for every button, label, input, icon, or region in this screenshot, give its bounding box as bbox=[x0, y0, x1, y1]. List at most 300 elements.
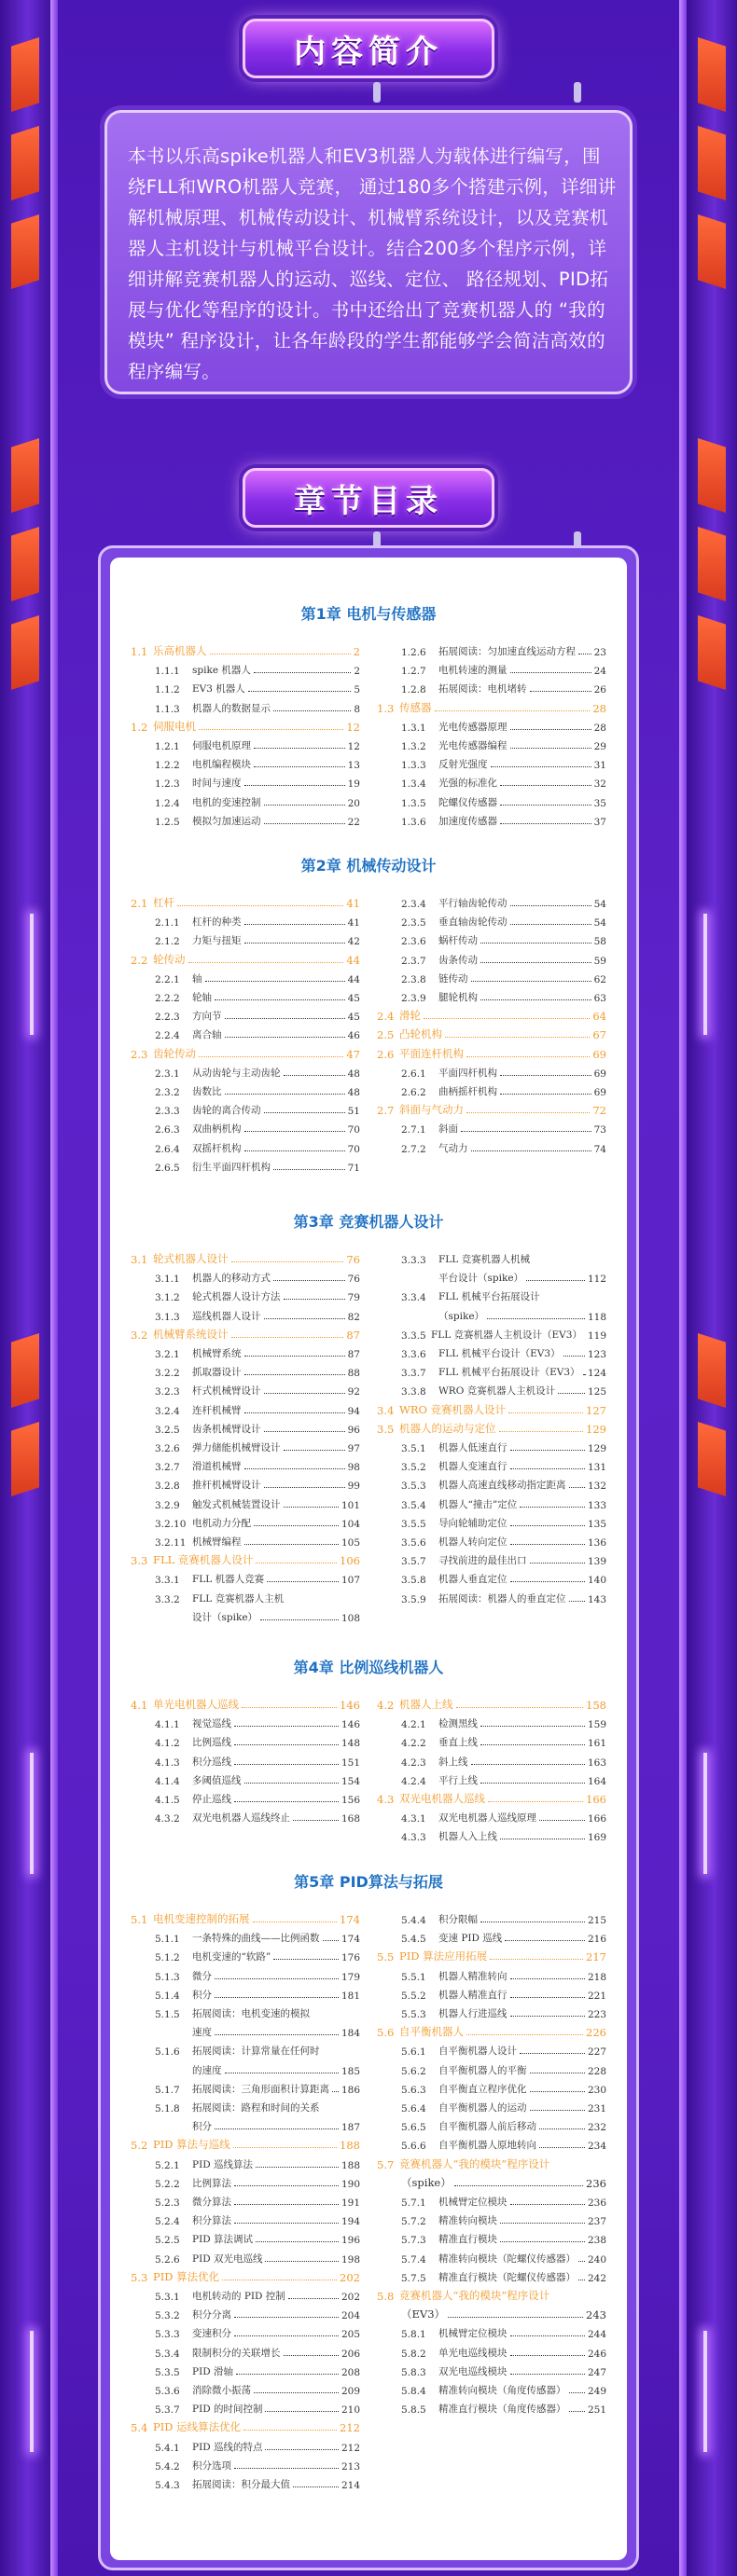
toc-entry[interactable] bbox=[131, 2266, 360, 2284]
toc-entry[interactable] bbox=[377, 1530, 606, 1549]
entry-title: WRO 竞赛机器人主机设计 bbox=[438, 1385, 556, 1398]
dot-leader bbox=[500, 823, 591, 824]
entry-page: 196 bbox=[341, 2235, 360, 2247]
toc-entry[interactable] bbox=[377, 2077, 606, 2096]
toc-entry[interactable] bbox=[377, 2341, 606, 2360]
entry-page: 148 bbox=[341, 1738, 360, 1750]
entry-title: 机器人“撞击”定位 bbox=[438, 1498, 518, 1510]
toc-entry[interactable] bbox=[131, 2190, 360, 2209]
entry-title: spike 机器人 bbox=[192, 665, 251, 677]
toc-entry[interactable] bbox=[377, 2209, 606, 2227]
toc-entry[interactable] bbox=[131, 1693, 360, 1712]
toc-entry[interactable] bbox=[131, 2020, 360, 2039]
entry-number: 2.3.9 bbox=[401, 993, 426, 1004]
entry-number: 3.2 bbox=[131, 1328, 148, 1342]
toc-entry[interactable] bbox=[131, 1136, 360, 1155]
toc-entry[interactable] bbox=[131, 1117, 360, 1136]
entry-title: 拓展阅读：机器人的垂直定位 bbox=[438, 1592, 566, 1605]
entry-page: 19 bbox=[347, 778, 360, 791]
toc-entry[interactable] bbox=[377, 696, 606, 715]
orange-stripe bbox=[698, 214, 726, 289]
toc-entry[interactable] bbox=[377, 2284, 606, 2303]
toc-entry[interactable] bbox=[131, 640, 360, 658]
toc-entry[interactable] bbox=[377, 1266, 606, 1285]
toc-entry[interactable] bbox=[377, 1825, 606, 1843]
dot-leader bbox=[332, 2091, 339, 2092]
entry-number: 3.3.8 bbox=[401, 1386, 426, 1398]
entry-page: 107 bbox=[341, 1575, 360, 1587]
toc-entry[interactable] bbox=[131, 2473, 360, 2491]
entry-page: 124 bbox=[587, 1368, 606, 1380]
toc-entry[interactable] bbox=[377, 2171, 606, 2190]
toc-entry[interactable] bbox=[131, 2133, 360, 2152]
entry-page: 92 bbox=[347, 1386, 360, 1398]
toc-entry[interactable] bbox=[131, 2209, 360, 2227]
toc-entry[interactable] bbox=[377, 2266, 606, 2284]
toc-entry[interactable] bbox=[377, 658, 606, 677]
toc-entry[interactable] bbox=[377, 2153, 606, 2171]
dot-leader bbox=[233, 2147, 337, 2148]
toc-entry[interactable] bbox=[131, 2341, 360, 2360]
toc-entry[interactable] bbox=[377, 1136, 606, 1155]
entry-number: 3.2.6 bbox=[155, 1443, 180, 1454]
toc-entry[interactable] bbox=[377, 929, 606, 947]
entry-number: 3.5 bbox=[377, 1422, 395, 1436]
dot-leader bbox=[424, 1018, 590, 1019]
entry-number: 4.1.4 bbox=[155, 1775, 180, 1787]
entry-page: 217 bbox=[586, 1950, 606, 1964]
toc-entry[interactable] bbox=[131, 2416, 360, 2434]
toc-entry[interactable] bbox=[131, 1567, 360, 1586]
toc-entry[interactable] bbox=[377, 1285, 606, 1303]
entry-number: 4.1 bbox=[131, 1699, 148, 1712]
entry-page: 2 bbox=[353, 645, 360, 658]
entry-page: 223 bbox=[587, 2009, 606, 2020]
entry-number: 4.2.4 bbox=[401, 1775, 426, 1787]
toc-entry[interactable] bbox=[131, 1023, 360, 1041]
toc-entry[interactable] bbox=[377, 1323, 606, 1342]
entry-number: 3.5.5 bbox=[401, 1518, 426, 1530]
toc-entry[interactable] bbox=[131, 2435, 360, 2454]
toc-entry[interactable] bbox=[377, 891, 606, 910]
entry-page: 46 bbox=[347, 1030, 360, 1042]
toc-entry[interactable] bbox=[131, 1398, 360, 1417]
toc-entry[interactable] bbox=[131, 967, 360, 985]
dot-leader bbox=[539, 2147, 585, 2148]
toc-entry[interactable] bbox=[131, 1530, 360, 1549]
dot-leader bbox=[508, 1412, 583, 1413]
chapter-title: 第3章 竞赛机器人设计 bbox=[293, 1213, 444, 1231]
toc-entry[interactable] bbox=[377, 1061, 606, 1080]
toc-entry[interactable] bbox=[377, 2096, 606, 2115]
dot-leader bbox=[530, 691, 591, 692]
entry-number: 2.1.2 bbox=[155, 936, 180, 948]
entry-page: 230 bbox=[587, 2084, 606, 2096]
entry-number: 3.3.4 bbox=[401, 1292, 426, 1304]
toc-entry[interactable] bbox=[377, 1247, 606, 1266]
toc-entry[interactable] bbox=[131, 1304, 360, 1323]
toc-entry[interactable] bbox=[131, 1379, 360, 1398]
dot-leader bbox=[244, 1131, 345, 1132]
entry-title: WRO 竞赛机器人设计 bbox=[399, 1402, 507, 1416]
toc-entry[interactable] bbox=[377, 2227, 606, 2246]
toc-entry[interactable] bbox=[131, 1436, 360, 1454]
dot-leader bbox=[248, 691, 352, 692]
entry-page: 146 bbox=[340, 1699, 360, 1712]
dot-leader bbox=[435, 710, 591, 711]
entry-title: 电机动力分配 bbox=[192, 1517, 251, 1529]
dot-leader bbox=[215, 999, 345, 1000]
entry-title: 积分 bbox=[192, 2121, 212, 2133]
toc-entry[interactable] bbox=[131, 1493, 360, 1511]
toc-entry[interactable] bbox=[377, 1436, 606, 1454]
toc-entry[interactable] bbox=[377, 1098, 606, 1117]
toc-entry[interactable] bbox=[131, 2360, 360, 2378]
intro-text: 本书以乐高spike机器人和EV3机器人为载体进行编写，围绕FLL和WRO机器人竞赛， 通过180多个搭建示例，详细讲解机械原理、机械传动设计、机械臂系统设计，以及竞赛机器人主机设计与机械平台设计。结合200多个程序示例，详细讲解竞赛机器人的运动、巡线、定位、 路径规划、PID拓展与优化等程序的设计。书中还给出了竞赛机器人的 “我的模块” 程序设计，让各年龄段的学生都能够学会简洁高效的程序编写。 bbox=[128, 145, 617, 382]
entry-title: 拓展阅读：匀加速直线运动方程 bbox=[438, 646, 576, 657]
toc-entry[interactable] bbox=[377, 2190, 606, 2209]
toc-entry[interactable] bbox=[377, 791, 606, 809]
entry-page: 158 bbox=[586, 1699, 606, 1712]
toc-entry[interactable] bbox=[131, 1155, 360, 1174]
entry-title: 机器人精准转向 bbox=[438, 1970, 508, 1982]
entry-number: 3.5.8 bbox=[401, 1575, 426, 1587]
entry-number: 1.1.2 bbox=[155, 684, 180, 696]
toc-entry[interactable] bbox=[377, 640, 606, 658]
dot-leader bbox=[500, 1094, 591, 1095]
toc-entry[interactable] bbox=[131, 1964, 360, 1983]
toc-entry[interactable] bbox=[377, 948, 606, 967]
toc-entry[interactable] bbox=[377, 771, 606, 790]
entry-page: 64 bbox=[592, 1010, 606, 1024]
entry-page: 26 bbox=[593, 684, 606, 696]
dot-leader bbox=[480, 999, 591, 1000]
entry-number: 5.7 bbox=[377, 2157, 395, 2171]
entry-title: 滑轮 bbox=[399, 1009, 421, 1023]
toc-entry[interactable] bbox=[131, 1417, 360, 1436]
toc-entry[interactable] bbox=[131, 1806, 360, 1825]
toc-entry[interactable] bbox=[377, 1493, 606, 1511]
toc-entry[interactable] bbox=[377, 1983, 606, 2002]
entry-page: 249 bbox=[587, 2386, 606, 2397]
toc-entry[interactable] bbox=[377, 1908, 606, 1926]
entry-title: 机器人转向定位 bbox=[438, 1536, 508, 1548]
toc-entry[interactable] bbox=[131, 2397, 360, 2416]
toc-entry[interactable] bbox=[131, 1473, 360, 1492]
toc-entry[interactable] bbox=[377, 1511, 606, 1530]
entry-number: 2.3.7 bbox=[401, 955, 426, 967]
toc-entry[interactable] bbox=[131, 2153, 360, 2171]
toc-entry[interactable] bbox=[131, 1983, 360, 2002]
toc-entry[interactable] bbox=[131, 1769, 360, 1787]
dot-leader bbox=[520, 2053, 585, 2054]
entry-page: 174 bbox=[341, 1934, 360, 1946]
entry-number: 4.1.2 bbox=[155, 1738, 180, 1750]
toc-entry[interactable] bbox=[377, 1042, 606, 1061]
toc-entry[interactable] bbox=[377, 1964, 606, 1983]
toc-entry[interactable] bbox=[131, 1285, 360, 1303]
entry-number: 5.8 bbox=[377, 2290, 395, 2303]
toc-entry[interactable] bbox=[377, 1473, 606, 1492]
toc-entry[interactable] bbox=[131, 985, 360, 1004]
toc-entry[interactable] bbox=[131, 696, 360, 715]
dot-leader bbox=[244, 1468, 345, 1469]
entry-page: 70 bbox=[347, 1143, 360, 1155]
toc-entry[interactable] bbox=[377, 2397, 606, 2416]
dot-leader bbox=[244, 1374, 345, 1375]
toc-entry[interactable] bbox=[377, 752, 606, 771]
dot-leader bbox=[284, 1075, 345, 1076]
entry-number: 5.1.4 bbox=[155, 1990, 180, 2002]
entry-page: 146 bbox=[341, 1719, 360, 1731]
toc-entry[interactable] bbox=[377, 1117, 606, 1136]
toc-entry[interactable] bbox=[377, 1769, 606, 1787]
entry-number: 5.5.1 bbox=[401, 1971, 426, 1983]
toc-entry[interactable] bbox=[131, 1750, 360, 1769]
entry-page: 237 bbox=[587, 2216, 606, 2228]
toc-entry[interactable] bbox=[377, 1004, 606, 1023]
toc-entry[interactable] bbox=[377, 2133, 606, 2152]
toc-entry[interactable] bbox=[131, 1549, 360, 1567]
dot-leader bbox=[445, 1037, 590, 1038]
entry-number: 3.1.1 bbox=[155, 1274, 180, 1286]
orange-stripe bbox=[11, 438, 39, 513]
toc-entry[interactable] bbox=[131, 2321, 360, 2340]
toc-entry[interactable] bbox=[131, 752, 360, 771]
dot-leader bbox=[510, 2355, 585, 2356]
toc-entry[interactable] bbox=[377, 1587, 606, 1605]
toc-entry[interactable] bbox=[131, 1042, 360, 1061]
toc-entry[interactable] bbox=[131, 2002, 360, 2020]
toc-entry[interactable] bbox=[377, 1549, 606, 1567]
entry-title: 寻找前进的最佳出口 bbox=[438, 1555, 527, 1567]
toc-entry[interactable] bbox=[131, 1342, 360, 1360]
toc-entry[interactable] bbox=[377, 910, 606, 929]
toc-entry[interactable] bbox=[131, 1787, 360, 1806]
toc-entry[interactable] bbox=[131, 1730, 360, 1749]
toc-entry[interactable] bbox=[131, 1945, 360, 1963]
entry-title: 腿轮机构 bbox=[438, 992, 478, 1003]
toc-entry[interactable] bbox=[377, 677, 606, 696]
entry-title: 机械臂定位模块 bbox=[438, 2328, 508, 2340]
dot-leader bbox=[284, 1450, 345, 1451]
toc-entry[interactable] bbox=[131, 2227, 360, 2246]
toc-entry[interactable] bbox=[377, 1398, 606, 1417]
toc-entry[interactable] bbox=[377, 1926, 606, 1945]
dot-leader bbox=[244, 785, 345, 786]
entry-title: 电机变速的“软路” bbox=[192, 1951, 271, 1963]
toc-entry[interactable] bbox=[377, 734, 606, 752]
toc-entry[interactable] bbox=[131, 1926, 360, 1945]
dot-leader bbox=[466, 2034, 583, 2035]
toc-entry[interactable] bbox=[131, 1266, 360, 1285]
toc-entry[interactable] bbox=[377, 2115, 606, 2133]
right-rail bbox=[687, 0, 737, 2576]
toc-entry[interactable] bbox=[131, 2284, 360, 2303]
toc-entry[interactable] bbox=[131, 2378, 360, 2397]
entry-page: 226 bbox=[586, 2026, 606, 2040]
toc-entry[interactable] bbox=[131, 1605, 360, 1624]
toc-entry[interactable] bbox=[377, 2247, 606, 2266]
entry-number: 5.8.4 bbox=[401, 2386, 426, 2397]
toc-entry[interactable] bbox=[377, 2360, 606, 2378]
toc-entry[interactable] bbox=[377, 2303, 606, 2321]
toc-entry[interactable] bbox=[377, 1417, 606, 1436]
dot-leader bbox=[471, 1150, 591, 1151]
toc-entry[interactable] bbox=[377, 1806, 606, 1825]
toc-entry[interactable] bbox=[131, 2077, 360, 2096]
entry-title: 限制积分的关联增长 bbox=[192, 2347, 281, 2359]
toc-entry[interactable] bbox=[131, 1454, 360, 1473]
toc-entry[interactable] bbox=[131, 2247, 360, 2266]
entry-number: 2.2.3 bbox=[155, 1012, 180, 1024]
toc-entry[interactable] bbox=[377, 1454, 606, 1473]
orange-stripe bbox=[11, 615, 39, 690]
entry-number: 2.2 bbox=[131, 953, 148, 967]
entry-page: 28 bbox=[593, 722, 606, 734]
toc-entry[interactable] bbox=[377, 1567, 606, 1586]
toc-entry[interactable] bbox=[377, 809, 606, 828]
toc-entry[interactable] bbox=[131, 1712, 360, 1730]
toc-entry[interactable] bbox=[131, 2171, 360, 2190]
dot-leader bbox=[510, 1581, 585, 1582]
toc-entry[interactable] bbox=[131, 715, 360, 734]
toc-entry[interactable] bbox=[131, 2454, 360, 2473]
toc-entry[interactable] bbox=[377, 1730, 606, 1749]
toc-entry[interactable] bbox=[377, 715, 606, 734]
entry-page: 99 bbox=[347, 1481, 360, 1493]
entry-number: 1.2.4 bbox=[155, 797, 180, 809]
entry-number: 1.3.5 bbox=[401, 797, 426, 809]
entry-page: 231 bbox=[587, 2103, 606, 2115]
toc-entry[interactable] bbox=[131, 809, 360, 828]
entry-number: 3.3.3 bbox=[401, 1255, 426, 1266]
entry-title: 积分选项 bbox=[192, 2459, 231, 2472]
toc-entry[interactable] bbox=[377, 1360, 606, 1379]
dot-leader bbox=[215, 1978, 339, 1979]
entry-title: 机器人行进巡线 bbox=[438, 2008, 508, 2019]
dot-leader bbox=[510, 2374, 585, 2375]
dot-leader bbox=[569, 2392, 585, 2393]
toc-entry[interactable] bbox=[377, 1750, 606, 1769]
entry-title: 时间与速度 bbox=[192, 778, 242, 790]
entry-title: 检测黑线 bbox=[438, 1718, 478, 1730]
toc-entry[interactable] bbox=[131, 948, 360, 967]
toc-entry[interactable] bbox=[131, 791, 360, 809]
orange-stripe bbox=[698, 126, 726, 200]
entry-title: 电机转速的测量 bbox=[438, 665, 508, 677]
entry-title: 积分巡线 bbox=[192, 1756, 231, 1768]
toc-entry[interactable] bbox=[377, 1080, 606, 1098]
toc-entry[interactable] bbox=[131, 891, 360, 910]
orange-stripe bbox=[698, 37, 726, 112]
entry-page: 206 bbox=[341, 2348, 360, 2360]
entry-title: 的速度 bbox=[192, 2064, 222, 2076]
dot-leader bbox=[265, 2449, 338, 2450]
entry-number: 3.4 bbox=[377, 1403, 395, 1417]
entry-number: 5.3.7 bbox=[155, 2404, 180, 2417]
toc-entry[interactable] bbox=[131, 677, 360, 696]
toc-entry[interactable] bbox=[131, 734, 360, 752]
orange-stripe bbox=[698, 1333, 726, 1408]
entry-page: 186 bbox=[341, 2084, 360, 2096]
toc-entry[interactable] bbox=[377, 2378, 606, 2397]
toc-entry[interactable] bbox=[377, 1379, 606, 1398]
toc-entry[interactable] bbox=[131, 1080, 360, 1098]
toc-entry[interactable] bbox=[131, 1098, 360, 1117]
entry-number: 1.3.6 bbox=[401, 816, 426, 828]
dot-leader bbox=[510, 2335, 585, 2336]
toc-entry[interactable] bbox=[131, 1587, 360, 1605]
entry-page: 164 bbox=[587, 1775, 606, 1787]
entry-number: 5.7.4 bbox=[401, 2253, 426, 2266]
entry-page: 42 bbox=[347, 936, 360, 948]
entry-page: 125 bbox=[587, 1386, 606, 1398]
toc-entry[interactable] bbox=[131, 2303, 360, 2321]
dot-leader bbox=[563, 1356, 585, 1357]
toc-entry[interactable] bbox=[131, 1323, 360, 1342]
entry-number: 1.2.3 bbox=[155, 778, 180, 791]
toc-entry[interactable] bbox=[131, 658, 360, 677]
toc-entry[interactable] bbox=[377, 1304, 606, 1323]
toc-entry[interactable] bbox=[377, 2002, 606, 2020]
entry-number: 3.5.4 bbox=[401, 1499, 426, 1511]
toc-entry[interactable] bbox=[131, 1511, 360, 1530]
toc-entry[interactable] bbox=[131, 1360, 360, 1379]
toc-entry[interactable] bbox=[377, 2039, 606, 2058]
toc-entry[interactable] bbox=[131, 1061, 360, 1080]
entry-page: 243 bbox=[586, 2308, 606, 2322]
toc-entry[interactable] bbox=[377, 1945, 606, 1963]
toc-entry[interactable] bbox=[377, 1023, 606, 1041]
toc-entry[interactable] bbox=[377, 2020, 606, 2039]
toc-entry[interactable] bbox=[377, 985, 606, 1004]
entry-title: 视觉巡线 bbox=[192, 1718, 231, 1730]
dot-leader bbox=[510, 748, 591, 749]
toc-entry[interactable] bbox=[131, 1004, 360, 1023]
toc-entry[interactable] bbox=[131, 2115, 360, 2133]
chapter-title: 第1章 电机与传感器 bbox=[300, 605, 437, 623]
entry-title: 机器人上线 bbox=[399, 1698, 453, 1711]
entry-title: 链传动 bbox=[438, 972, 468, 985]
toc-entry[interactable] bbox=[131, 910, 360, 929]
toc-entry[interactable] bbox=[377, 967, 606, 985]
toc-entry[interactable] bbox=[131, 2096, 360, 2115]
toc-entry[interactable] bbox=[131, 1908, 360, 1926]
entry-title: 光电传感器原理 bbox=[438, 721, 508, 733]
entry-number: 5.1.2 bbox=[155, 1952, 180, 1964]
orange-stripe bbox=[698, 527, 726, 601]
toc-entry[interactable] bbox=[131, 2059, 360, 2077]
toc-entry[interactable] bbox=[377, 1342, 606, 1360]
entry-title: 伺服电机 bbox=[153, 719, 196, 733]
entry-number: 1.2 bbox=[131, 720, 148, 734]
dot-leader bbox=[569, 2411, 585, 2412]
entry-number: 5.1.5 bbox=[155, 2009, 180, 2020]
toc-entry[interactable] bbox=[131, 771, 360, 790]
dot-leader bbox=[510, 924, 591, 925]
toc-entry[interactable] bbox=[131, 1247, 360, 1266]
toc-entry[interactable] bbox=[131, 2039, 360, 2058]
toc-entry[interactable] bbox=[377, 2059, 606, 2077]
toc-entry[interactable] bbox=[377, 1693, 606, 1712]
toc-entry[interactable] bbox=[131, 929, 360, 947]
toc-entry[interactable] bbox=[377, 1787, 606, 1806]
toc-entry[interactable] bbox=[377, 2321, 606, 2340]
entry-page: 136 bbox=[587, 1537, 606, 1549]
toc-entry[interactable] bbox=[377, 1712, 606, 1730]
entry-page: 76 bbox=[346, 1253, 360, 1266]
